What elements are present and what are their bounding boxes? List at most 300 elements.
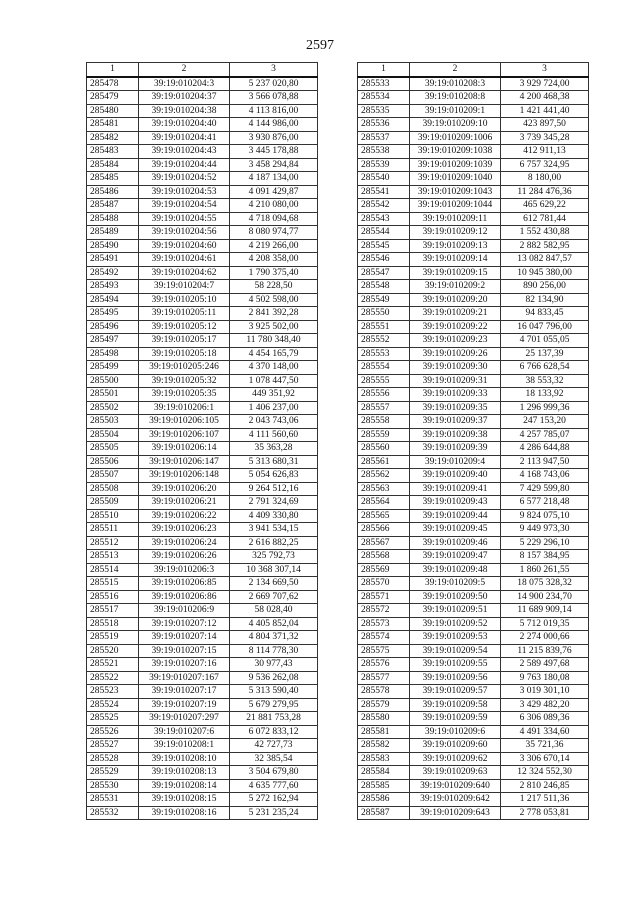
table-row [358,509,589,523]
cadastral-number: 39:19:010209:11 [410,212,501,226]
cadastral-number: 39:19:010209:14 [410,253,501,267]
cadastral-number: 39:19:010205:17 [139,334,230,348]
table-row [87,401,318,415]
table-row [87,442,318,456]
table-row [358,563,589,577]
cadastral-value: 82 134,90 [501,293,589,307]
table-row [87,698,318,712]
table-row [358,77,589,91]
cadastral-value: 7 429 599,80 [501,482,589,496]
table-row [87,766,318,780]
row-number: 285497 [87,334,139,348]
table-row [87,590,318,604]
cadastral-number: 39:19:010208:13 [139,766,230,780]
row-number: 285541 [358,185,410,199]
cadastral-value: 8 080 974,77 [230,226,318,240]
cadastral-number: 39:19:010209:1006 [410,131,501,145]
cadastral-value: 4 454 165,79 [230,347,318,361]
cadastral-value: 2 882 582,95 [501,239,589,253]
table-row [358,185,589,199]
cadastral-number: 39:19:010209:30 [410,361,501,375]
cadastral-number: 39:19:010206:147 [139,455,230,469]
row-number: 285491 [87,253,139,267]
table-row [358,617,589,631]
table-row [358,658,589,672]
row-number: 285572 [358,604,410,618]
table-row [87,739,318,753]
table-row [87,77,318,91]
row-number: 285481 [87,118,139,132]
row-number: 285544 [358,226,410,240]
cadastral-value: 5 313 590,40 [230,685,318,699]
table-row [87,361,318,375]
cadastral-number: 39:19:010209:31 [410,374,501,388]
row-number: 285581 [358,725,410,739]
header-col-1: 1 [358,63,410,77]
cadastral-value: 1 860 261,55 [501,563,589,577]
table-row [87,185,318,199]
table-row [358,604,589,618]
cadastral-number: 39:19:010205:35 [139,388,230,402]
row-number: 285478 [87,77,139,91]
cadastral-value: 4 718 094,68 [230,212,318,226]
cadastral-number: 39:19:010209:37 [410,415,501,429]
cadastral-value: 5 229 296,10 [501,536,589,550]
cadastral-number: 39:19:010209:58 [410,698,501,712]
cadastral-value: 4 219 266,00 [230,239,318,253]
cadastral-number: 39:19:010209:51 [410,604,501,618]
cadastral-number: 39:19:010206:21 [139,496,230,510]
table-row [358,766,589,780]
table-row [87,523,318,537]
table-row [358,739,589,753]
cadastral-number: 39:19:010204:38 [139,104,230,118]
cadastral-number: 39:19:010209:41 [410,482,501,496]
row-number: 285568 [358,550,410,564]
row-number: 285526 [87,725,139,739]
cadastral-value: 5 054 626,83 [230,469,318,483]
row-number: 285528 [87,752,139,766]
table-row [358,496,589,510]
cadastral-number: 39:19:010205:32 [139,374,230,388]
cadastral-value: 11 689 909,14 [501,604,589,618]
table-row [358,469,589,483]
cadastral-number: 39:19:010209:44 [410,509,501,523]
row-number: 285558 [358,415,410,429]
cadastral-number: 39:19:010208:3 [410,77,501,91]
cadastral-number: 39:19:010209:10 [410,118,501,132]
cadastral-number: 39:19:010209:35 [410,401,501,415]
table-row [87,212,318,226]
cadastral-value: 4 144 986,00 [230,118,318,132]
row-number: 285577 [358,671,410,685]
row-number: 285582 [358,739,410,753]
cadastral-number: 39:19:010209:4 [410,455,501,469]
row-number: 285573 [358,617,410,631]
cadastral-value: 8 157 384,95 [501,550,589,564]
cadastral-value: 4 257 785,07 [501,428,589,442]
cadastral-value: 5 712 019,35 [501,617,589,631]
cadastral-value: 9 824 075,10 [501,509,589,523]
row-number: 285512 [87,536,139,550]
cadastral-value: 4 286 644,88 [501,442,589,456]
table-row [358,172,589,186]
table-row [87,415,318,429]
cadastral-number: 39:19:010209:20 [410,293,501,307]
table-row [358,752,589,766]
cadastral-number: 39:19:010205:18 [139,347,230,361]
table-row [87,145,318,159]
cadastral-value: 35 721,36 [501,739,589,753]
table-row [87,118,318,132]
cadastral-value: 25 137,39 [501,347,589,361]
cadastral-number: 39:19:010209:6 [410,725,501,739]
cadastral-value: 3 458 294,84 [230,158,318,172]
row-number: 285549 [358,293,410,307]
cadastral-number: 39:19:010205:10 [139,293,230,307]
table-row [358,104,589,118]
cadastral-value: 1 296 999,36 [501,401,589,415]
cadastral-value: 3 930 876,00 [230,131,318,145]
table-row [358,266,589,280]
table-row [358,631,589,645]
cadastral-number: 39:19:010204:61 [139,253,230,267]
cadastral-value: 3 504 679,80 [230,766,318,780]
cadastral-value: 11 284 476,36 [501,185,589,199]
cadastral-number: 39:19:010209:22 [410,320,501,334]
cadastral-number: 39:19:010207:15 [139,644,230,658]
cadastral-value: 5 313 680,31 [230,455,318,469]
table-row [87,617,318,631]
row-number: 285545 [358,239,410,253]
row-number: 285569 [358,563,410,577]
row-number: 285552 [358,334,410,348]
cadastral-value: 21 881 753,28 [230,712,318,726]
table-row [87,806,318,820]
cadastral-value: 4 208 358,00 [230,253,318,267]
cadastral-value: 2 778 053,81 [501,806,589,820]
cadastral-value: 12 324 552,30 [501,766,589,780]
cadastral-number: 39:19:010209:56 [410,671,501,685]
row-number: 285548 [358,280,410,294]
right-table [357,62,589,820]
row-number: 285575 [358,644,410,658]
table-row [87,293,318,307]
table-row [358,118,589,132]
table-row [358,388,589,402]
cadastral-number: 39:19:010204:62 [139,266,230,280]
row-number: 285540 [358,172,410,186]
cadastral-number: 39:19:010206:9 [139,604,230,618]
row-number: 285578 [358,685,410,699]
table-row [87,334,318,348]
row-number: 285510 [87,509,139,523]
table-row [87,280,318,294]
table-row [358,307,589,321]
cadastral-value: 2 669 707,62 [230,590,318,604]
cadastral-value: 4 200 468,38 [501,91,589,105]
cadastral-number: 39:19:010209:53 [410,631,501,645]
table-row [87,320,318,334]
row-number: 285522 [87,671,139,685]
table-row [358,536,589,550]
table-row [87,91,318,105]
cadastral-number: 39:19:010209:48 [410,563,501,577]
cadastral-value: 6 757 324,95 [501,158,589,172]
row-number: 285546 [358,253,410,267]
row-number: 285501 [87,388,139,402]
row-number: 285576 [358,658,410,672]
cadastral-value: 2 810 246,85 [501,779,589,793]
cadastral-number: 39:19:010204:54 [139,199,230,213]
table-row [87,725,318,739]
cadastral-number: 39:19:010208:15 [139,793,230,807]
cadastral-number: 39:19:010209:59 [410,712,501,726]
row-number: 285586 [358,793,410,807]
cadastral-value: 4 491 334,60 [501,725,589,739]
row-number: 285515 [87,577,139,591]
row-number: 285493 [87,280,139,294]
table-row [87,199,318,213]
cadastral-value: 1 406 237,00 [230,401,318,415]
table-row [358,320,589,334]
cadastral-value: 4 502 598,00 [230,293,318,307]
row-number: 285584 [358,766,410,780]
cadastral-number: 39:19:010204:60 [139,239,230,253]
cadastral-value: 35 363,28 [230,442,318,456]
row-number: 285535 [358,104,410,118]
cadastral-value: 13 082 847,57 [501,253,589,267]
row-number: 285490 [87,239,139,253]
table-row [358,482,589,496]
cadastral-value: 2 841 392,28 [230,307,318,321]
row-number: 285574 [358,631,410,645]
row-number: 285524 [87,698,139,712]
cadastral-number: 39:19:010209:54 [410,644,501,658]
row-number: 285527 [87,739,139,753]
row-number: 285559 [358,428,410,442]
row-number: 285566 [358,523,410,537]
cadastral-value: 4 111 560,60 [230,428,318,442]
cadastral-value: 9 763 180,08 [501,671,589,685]
table-row [358,590,589,604]
row-number: 285562 [358,469,410,483]
cadastral-value: 4 091 429,87 [230,185,318,199]
table-row [87,253,318,267]
table-row [87,644,318,658]
cadastral-number: 39:19:010208:8 [410,91,501,105]
cadastral-value: 5 272 162,94 [230,793,318,807]
table-row [87,266,318,280]
cadastral-value: 449 351,92 [230,388,318,402]
row-number: 285518 [87,617,139,631]
row-number: 285533 [358,77,410,91]
row-number: 285570 [358,577,410,591]
cadastral-value: 325 792,73 [230,550,318,564]
table-row [358,212,589,226]
cadastral-number: 39:19:010209:12 [410,226,501,240]
row-number: 285519 [87,631,139,645]
cadastral-value: 32 385,54 [230,752,318,766]
table-row [358,253,589,267]
cadastral-value: 3 566 078,88 [230,91,318,105]
table-row [358,698,589,712]
cadastral-number: 39:19:010205:11 [139,307,230,321]
row-number: 285539 [358,158,410,172]
row-number: 285517 [87,604,139,618]
table-row [87,671,318,685]
row-number: 285513 [87,550,139,564]
table-row [358,361,589,375]
cadastral-value: 30 977,43 [230,658,318,672]
cadastral-value: 4 409 330,80 [230,509,318,523]
table-row [87,536,318,550]
table-row [87,793,318,807]
row-number: 285507 [87,469,139,483]
cadastral-number: 39:19:010207:297 [139,712,230,726]
table-row [358,91,589,105]
table-row [358,293,589,307]
table-row [87,685,318,699]
right-header-row [358,63,589,77]
cadastral-value: 1 552 430,88 [501,226,589,240]
table-row [358,374,589,388]
table-row [87,347,318,361]
cadastral-number: 39:19:010209:63 [410,766,501,780]
cadastral-number: 39:19:010209:1043 [410,185,501,199]
cadastral-number: 39:19:010209:57 [410,685,501,699]
table-row [358,401,589,415]
table-row [358,644,589,658]
cadastral-number: 39:19:010209:5 [410,577,501,591]
cadastral-number: 39:19:010204:55 [139,212,230,226]
cadastral-value: 4 635 777,60 [230,779,318,793]
cadastral-number: 39:19:010204:56 [139,226,230,240]
cadastral-value: 2 134 669,50 [230,577,318,591]
cadastral-value: 2 043 743,06 [230,415,318,429]
table-row [358,442,589,456]
header-col-3: 3 [501,63,589,77]
table-row [358,158,589,172]
table-row [358,239,589,253]
table-row [358,428,589,442]
cadastral-number: 39:19:010209:62 [410,752,501,766]
cadastral-number: 39:19:010207:14 [139,631,230,645]
table-row [358,334,589,348]
row-number: 285525 [87,712,139,726]
header-col-3: 3 [230,63,318,77]
cadastral-value: 3 739 345,28 [501,131,589,145]
row-number: 285514 [87,563,139,577]
row-number: 285550 [358,307,410,321]
cadastral-number: 39:19:010209:13 [410,239,501,253]
row-number: 285579 [358,698,410,712]
right-table-body [358,77,589,820]
row-number: 285511 [87,523,139,537]
table-row [87,604,318,618]
cadastral-number: 39:19:010209:40 [410,469,501,483]
row-number: 285585 [358,779,410,793]
cadastral-number: 39:19:010204:52 [139,172,230,186]
cadastral-number: 39:19:010206:26 [139,550,230,564]
table-row [87,563,318,577]
cadastral-number: 39:19:010204:3 [139,77,230,91]
row-number: 285504 [87,428,139,442]
table-row [87,496,318,510]
table-row [87,428,318,442]
table-row [87,172,318,186]
cadastral-number: 39:19:010207:19 [139,698,230,712]
cadastral-value: 1 217 511,36 [501,793,589,807]
row-number: 285529 [87,766,139,780]
row-number: 285496 [87,320,139,334]
cadastral-number: 39:19:010209:1039 [410,158,501,172]
row-number: 285506 [87,455,139,469]
cadastral-number: 39:19:010206:85 [139,577,230,591]
row-number: 285509 [87,496,139,510]
cadastral-number: 39:19:010209:50 [410,590,501,604]
table-row [358,685,589,699]
table-row [358,671,589,685]
row-number: 285499 [87,361,139,375]
cadastral-value: 6 072 833,12 [230,725,318,739]
row-number: 285479 [87,91,139,105]
table-row [87,239,318,253]
cadastral-number: 39:19:010206:20 [139,482,230,496]
cadastral-value: 3 019 301,10 [501,685,589,699]
cadastral-number: 39:19:010204:40 [139,118,230,132]
cadastral-number: 39:19:010206:1 [139,401,230,415]
table-row [358,280,589,294]
cadastral-value: 1 421 441,40 [501,104,589,118]
cadastral-number: 39:19:010209:45 [410,523,501,537]
table-row [87,374,318,388]
row-number: 285502 [87,401,139,415]
row-number: 285534 [358,91,410,105]
row-number: 285503 [87,415,139,429]
cadastral-value: 58 228,50 [230,280,318,294]
table-row [87,469,318,483]
cadastral-value: 58 028,40 [230,604,318,618]
table-row [87,158,318,172]
page-number: 2597 [306,38,334,53]
row-number: 285488 [87,212,139,226]
cadastral-value: 2 791 324,69 [230,496,318,510]
table-row [358,145,589,159]
cadastral-value: 4 701 055,05 [501,334,589,348]
cadastral-number: 39:19:010206:22 [139,509,230,523]
cadastral-value: 3 941 534,15 [230,523,318,537]
cadastral-number: 39:19:010207:16 [139,658,230,672]
cadastral-value: 4 113 816,00 [230,104,318,118]
cadastral-value: 4 370 148,00 [230,361,318,375]
table-row [87,752,318,766]
table-row [87,712,318,726]
left-table [86,62,318,820]
cadastral-value: 8 114 778,30 [230,644,318,658]
header-col-2: 2 [139,63,230,77]
cadastral-number: 39:19:010209:1044 [410,199,501,213]
row-number: 285492 [87,266,139,280]
header-col-1: 1 [87,63,139,77]
table-row [358,550,589,564]
table-row [87,455,318,469]
cadastral-number: 39:19:010208:1 [139,739,230,753]
table-row [358,347,589,361]
cadastral-value: 1 078 447,50 [230,374,318,388]
cadastral-number: 39:19:010209:23 [410,334,501,348]
table-row [358,199,589,213]
